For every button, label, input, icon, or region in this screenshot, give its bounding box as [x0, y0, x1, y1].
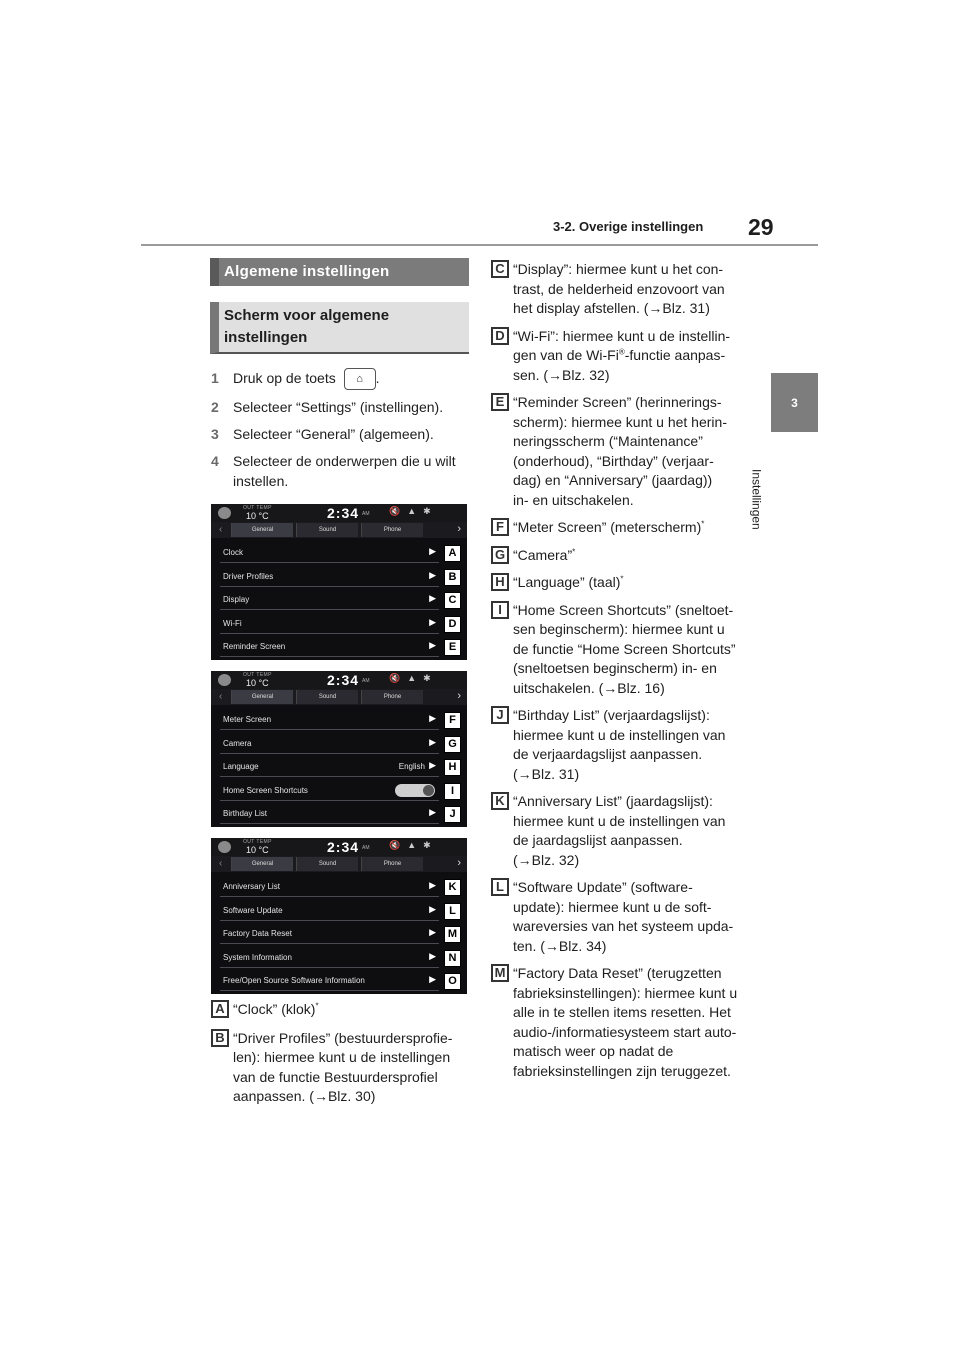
legend-line: “Wi-Fi”: hiermee kunt u de instellin-: [513, 327, 731, 344]
play-arrow-icon: ▶: [429, 736, 436, 747]
clock-time: 2:34: [327, 505, 360, 521]
tab-phone[interactable]: Phone: [361, 857, 423, 871]
row-label: Home Screen Shortcuts: [223, 785, 308, 795]
callout-label: D: [491, 327, 509, 345]
play-arrow-icon: ▶: [429, 546, 436, 556]
tab-bar: [211, 689, 467, 705]
callout-label: A: [211, 1000, 229, 1018]
step-number: 2: [211, 399, 219, 416]
vehicle-icon: [218, 507, 231, 519]
row-label: Language: [223, 762, 259, 771]
out-temp-value: 10 °C: [246, 511, 269, 521]
legend-line: “Language” (taal)*: [513, 574, 624, 590]
legend-line: (→Blz. 32): [513, 851, 580, 868]
legend-line: trast, de helderheid enzovoort van: [513, 280, 725, 297]
legend-line: de jaardagslijst aanpassen.: [513, 832, 683, 848]
infotainment-screen: [211, 838, 467, 994]
settings-row[interactable]: [220, 756, 439, 777]
tab-general[interactable]: General: [231, 857, 293, 871]
callout-label: H: [444, 759, 461, 776]
callout-label: E: [444, 639, 461, 656]
legend-line: gen van de Wi-Fi®-functie aanpas-: [513, 347, 726, 363]
legend-text: [513, 792, 725, 870]
step-text: Selecteer “Settings” (instellingen).: [233, 399, 444, 416]
legend-line: audio-/informatiesysteem start auto-: [513, 1023, 737, 1040]
legend-line: len): hiermee kunt u de instellingen: [233, 1049, 451, 1065]
callout-label: A: [444, 545, 461, 562]
row-label: Clock: [223, 548, 244, 557]
play-arrow-icon: ▶: [429, 760, 436, 770]
legend-line: wareversies van het systeem upda-: [513, 918, 734, 934]
chevron-right-icon[interactable]: ›: [457, 523, 461, 535]
settings-row[interactable]: [220, 923, 439, 944]
toggle-switch[interactable]: [395, 784, 435, 797]
callout-label: J: [444, 806, 461, 823]
step-item: [211, 368, 469, 390]
settings-row[interactable]: [220, 636, 439, 657]
tab-sound[interactable]: Sound: [296, 690, 358, 704]
status-icons: 🔇▲✱: [389, 673, 438, 683]
legend-line: “Software Update” (software-: [513, 879, 693, 895]
play-arrow-icon: ▶: [429, 593, 436, 603]
legend-line: “Meter Screen” (meterscherm)*: [513, 519, 705, 535]
legend-line: van de functie Bestuurdersprofiel: [233, 1068, 438, 1085]
legend-line: (onderhoud), “Birthday” (verjaar-: [513, 452, 714, 469]
legend-text: [233, 1000, 319, 1020]
row-label: Meter Screen: [223, 715, 272, 724]
chevron-right-icon[interactable]: ›: [457, 690, 461, 702]
settings-row[interactable]: [220, 803, 439, 824]
infotainment-screen: [211, 504, 467, 660]
legend-line: scherm): hiermee kunt u het herin-: [513, 413, 727, 430]
row-label: Anniversary List: [223, 882, 280, 891]
tab-phone[interactable]: Phone: [361, 523, 423, 537]
play-arrow-icon: ▶: [429, 950, 436, 961]
settings-row[interactable]: [220, 709, 439, 730]
legend-text: [513, 546, 575, 566]
legend-text: [513, 573, 624, 593]
settings-row[interactable]: [220, 542, 439, 563]
step-item: [211, 451, 469, 491]
legend-line: alle in te stellen items resetten. Het: [513, 1004, 731, 1020]
out-temp-label: OUT TEMP: [243, 839, 272, 845]
row-label: Factory Data Reset: [223, 929, 292, 938]
row-label: Wi-Fi: [223, 618, 242, 628]
legend-line: matisch weer op nadat de: [513, 1043, 674, 1059]
step-item: [211, 424, 469, 444]
vehicle-icon: [218, 841, 231, 853]
out-temp-value: 10 °C: [246, 845, 269, 855]
chevron-right-icon[interactable]: ›: [457, 857, 461, 869]
legend-line: “Factory Data Reset” (terugzetten: [513, 965, 722, 981]
legend-line: uitschakelen. (→Blz. 16): [513, 679, 665, 696]
row-label: System Information: [223, 952, 292, 962]
callout-label: D: [444, 616, 461, 633]
legend-line: hiermee kunt u de instellingen van: [513, 726, 726, 743]
callout-label: G: [491, 546, 509, 564]
chapter-tab: 3: [771, 373, 818, 432]
step-item: [211, 397, 469, 417]
legend-line: de functie “Home Screen Shortcuts”: [513, 640, 736, 657]
row-label: Birthday List: [223, 809, 268, 818]
out-temp-value: 10 °C: [246, 678, 269, 688]
step-number: 3: [211, 426, 219, 443]
legend-line: (sneltoetsen beginscherm) in- en: [513, 660, 717, 676]
callout-label: C: [491, 260, 509, 278]
play-arrow-icon: ▶: [429, 616, 436, 627]
chapter-label: Instellingen: [749, 469, 764, 530]
legend-line: update): hiermee kunt u de soft-: [513, 898, 712, 915]
callout-label: B: [444, 569, 461, 586]
callout-label: I: [444, 783, 461, 800]
legend-line: (→Blz. 31): [513, 765, 580, 782]
legend-line: dag) en “Anniversary” (jaardag)): [513, 472, 713, 488]
legend-line: “Home Screen Shortcuts” (sneltoet-: [513, 601, 734, 618]
legend-line: sen beginscherm): hiermee kunt u: [513, 621, 725, 637]
clock-ampm: AM: [362, 511, 370, 517]
row-label: Free/Open Source Software Information: [223, 976, 365, 985]
row-value: English: [398, 762, 425, 771]
callout-label: K: [444, 879, 461, 896]
step-number: 1: [211, 370, 219, 386]
callout-label: F: [444, 712, 461, 729]
status-icons: 🔇▲✱: [389, 506, 438, 516]
play-arrow-icon: ▶: [429, 974, 436, 984]
callout-label: B: [211, 1029, 229, 1047]
settings-row[interactable]: [220, 900, 439, 921]
chevron-left-icon[interactable]: ‹: [219, 691, 223, 702]
tab-sound[interactable]: Sound: [296, 523, 358, 537]
page-number: 29: [748, 214, 774, 240]
row-label: Display: [223, 595, 250, 604]
out-temp-label: OUT TEMP: [243, 505, 272, 511]
clock-time: 2:34: [327, 672, 360, 688]
step-text: Selecteer “General” (algemeen).: [233, 426, 434, 443]
legend-line: fabrieksinstellingen): hiermee kunt u: [513, 984, 738, 1001]
settings-row[interactable]: [220, 589, 439, 610]
callout-label: G: [444, 736, 461, 753]
legend-line: “Birthday List” (verjaardagslijst):: [513, 707, 710, 723]
legend-line: fabrieksinstellingen zijn teruggezet.: [513, 1062, 731, 1079]
step-text: Selecteer de onderwerpen die u wilt instellen.: [233, 453, 456, 490]
play-arrow-icon: ▶: [429, 807, 436, 817]
legend-text: [513, 878, 733, 956]
row-label: Camera: [223, 738, 252, 748]
settings-row[interactable]: [220, 733, 439, 754]
chevron-left-icon[interactable]: ‹: [219, 858, 223, 869]
legend-line: aanpassen. (→Blz. 30): [233, 1088, 376, 1104]
infotainment-screen: [211, 671, 467, 827]
play-arrow-icon: ▶: [429, 903, 436, 914]
callout-label: O: [444, 973, 461, 990]
out-temp-label: OUT TEMP: [243, 672, 272, 678]
settings-row[interactable]: [220, 947, 439, 968]
legend-text: [233, 1029, 452, 1107]
callout-label: H: [491, 573, 509, 591]
tab-general[interactable]: General: [231, 690, 293, 704]
legend-line: het display afstellen. (→Blz. 31): [513, 300, 710, 316]
callout-label: J: [491, 706, 509, 724]
chevron-left-icon[interactable]: ‹: [219, 524, 223, 535]
legend-text: [513, 327, 730, 386]
callout-label: M: [444, 926, 461, 943]
clock-time: 2:34: [327, 839, 360, 855]
legend-text: [513, 260, 725, 319]
section-title: Algemene instellingen: [210, 258, 469, 286]
callout-label: C: [444, 592, 461, 609]
step-number: 4: [211, 453, 219, 470]
tab-general[interactable]: General: [231, 523, 293, 537]
clock-ampm: AM: [362, 678, 370, 684]
status-bar: [211, 504, 467, 522]
header-divider: [141, 244, 818, 246]
play-arrow-icon: ▶: [429, 569, 436, 580]
callout-label: K: [491, 792, 509, 810]
play-arrow-icon: ▶: [429, 640, 436, 650]
row-label: Reminder Screen: [223, 642, 286, 651]
callout-label: L: [444, 903, 461, 920]
legend-line: “Display”: hiermee kunt u het con-: [513, 261, 724, 277]
legend-line: “Driver Profiles” (bestuurdersprofie-: [233, 1029, 453, 1046]
subsection-title: Scherm voor algemene instellingen: [210, 302, 469, 354]
legend-line: in- en uitschakelen.: [513, 491, 634, 508]
callout-label: E: [491, 393, 509, 411]
tab-bar: [211, 856, 467, 872]
legend-line: sen. (→Blz. 32): [513, 366, 610, 383]
section-breadcrumb: 3-2. Overige instellingen: [553, 219, 704, 234]
settings-row[interactable]: [220, 780, 439, 801]
tab-phone[interactable]: Phone: [361, 690, 423, 704]
tab-sound[interactable]: Sound: [296, 857, 358, 871]
settings-row[interactable]: [220, 566, 439, 587]
home-icon: ⌂: [344, 368, 376, 390]
vehicle-icon: [218, 674, 231, 686]
settings-row[interactable]: [220, 613, 439, 634]
tab-bar: [211, 522, 467, 538]
play-arrow-icon: ▶: [429, 927, 436, 937]
callout-label: I: [491, 601, 509, 619]
row-label: Software Update: [223, 905, 283, 915]
settings-row[interactable]: [220, 876, 439, 897]
legend-text: [513, 393, 727, 510]
legend-line: hiermee kunt u de instellingen van: [513, 812, 726, 829]
row-label: Driver Profiles: [223, 571, 274, 581]
legend-line: de verjaardagslijst aanpassen.: [513, 746, 703, 762]
legend-text: [513, 601, 736, 699]
step-text: Druk op de toets ⌂ .: [233, 368, 380, 390]
callout-label: F: [491, 518, 509, 536]
legend-text: [513, 518, 704, 538]
legend-line: “Clock” (klok)*: [233, 1001, 319, 1017]
clock-ampm: AM: [362, 845, 370, 851]
play-arrow-icon: ▶: [429, 713, 436, 723]
status-icons: 🔇▲✱: [389, 840, 438, 850]
legend-line: “Reminder Screen” (herinnerings-: [513, 394, 722, 410]
legend-line: neringsscherm (“Maintenance”: [513, 433, 703, 449]
legend-line: “Camera”*: [513, 546, 576, 563]
legend-text: [513, 964, 737, 1081]
callout-label: M: [491, 964, 509, 982]
status-bar: [211, 671, 467, 689]
legend-text: [513, 706, 725, 784]
callout-label: L: [491, 878, 509, 896]
status-bar: [211, 838, 467, 856]
callout-label: N: [444, 950, 461, 967]
legend-line: ten. (→Blz. 34): [513, 937, 607, 954]
settings-row[interactable]: [220, 970, 439, 991]
steps-list: [211, 368, 469, 498]
play-arrow-icon: ▶: [429, 880, 436, 890]
legend-line: “Anniversary List” (jaardagslijst):: [513, 793, 713, 809]
